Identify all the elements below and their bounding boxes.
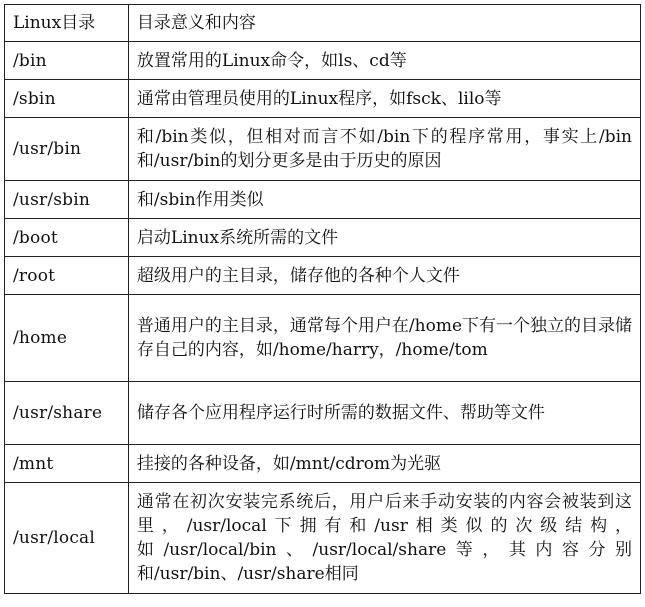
- desc-cell: 通常在初次安装完系统后，用户后来手动安装的内容会被装到这里，/usr/local下拥有和/usr相类似的次级结构，如/usr/local/bin、/usr/local/share等，其内容分别和/usr/bin、/usr/share相同: [128, 483, 640, 594]
- table-row: [5, 42, 641, 80]
- header-directory: Linux目录: [5, 5, 129, 42]
- table-row: [5, 257, 641, 295]
- dir-cell: /home: [5, 295, 129, 382]
- desc-cell: 通常由管理员使用的Linux程序，如fsck、lilo等: [128, 80, 640, 118]
- dir-cell: /usr/bin: [5, 118, 129, 181]
- table-row: [5, 219, 641, 257]
- table-row: [5, 483, 641, 594]
- desc-cell: 启动Linux系统所需的文件: [128, 219, 640, 257]
- table-row: [5, 80, 641, 118]
- desc-cell: 和/bin类似，但相对而言不如/bin下的程序常用，事实上/bin和/usr/bin的划分更多是由于历史的原因: [128, 118, 640, 181]
- dir-cell: /usr/share: [5, 382, 129, 445]
- desc-cell: 储存各个应用程序运行时所需的数据文件、帮助等文件: [128, 382, 640, 445]
- desc-cell: 和/sbin作用类似: [128, 181, 640, 219]
- desc-cell: 超级用户的主目录，储存他的各种个人文件: [128, 257, 640, 295]
- linux-directory-table: [4, 4, 641, 594]
- table-row: [5, 118, 641, 181]
- dir-cell: /usr/local: [5, 483, 129, 594]
- table-row: [5, 181, 641, 219]
- table-row: [5, 382, 641, 445]
- table-row: [5, 295, 641, 382]
- table-header-row: [5, 5, 641, 42]
- desc-cell: 普通用户的主目录，通常每个用户在/home下有一个独立的目录储存自己的内容，如/home/harry，/home/tom: [128, 295, 640, 382]
- directory-table-container: [4, 4, 641, 594]
- dir-cell: /sbin: [5, 80, 129, 118]
- desc-cell: 挂接的各种设备，如/mnt/cdrom为光驱: [128, 445, 640, 483]
- dir-cell: /boot: [5, 219, 129, 257]
- dir-cell: /bin: [5, 42, 129, 80]
- table-row: [5, 445, 641, 483]
- header-meaning: 目录意义和内容: [128, 5, 640, 42]
- dir-cell: /mnt: [5, 445, 129, 483]
- desc-cell: 放置常用的Linux命令，如ls、cd等: [128, 42, 640, 80]
- dir-cell: /root: [5, 257, 129, 295]
- dir-cell: /usr/sbin: [5, 181, 129, 219]
